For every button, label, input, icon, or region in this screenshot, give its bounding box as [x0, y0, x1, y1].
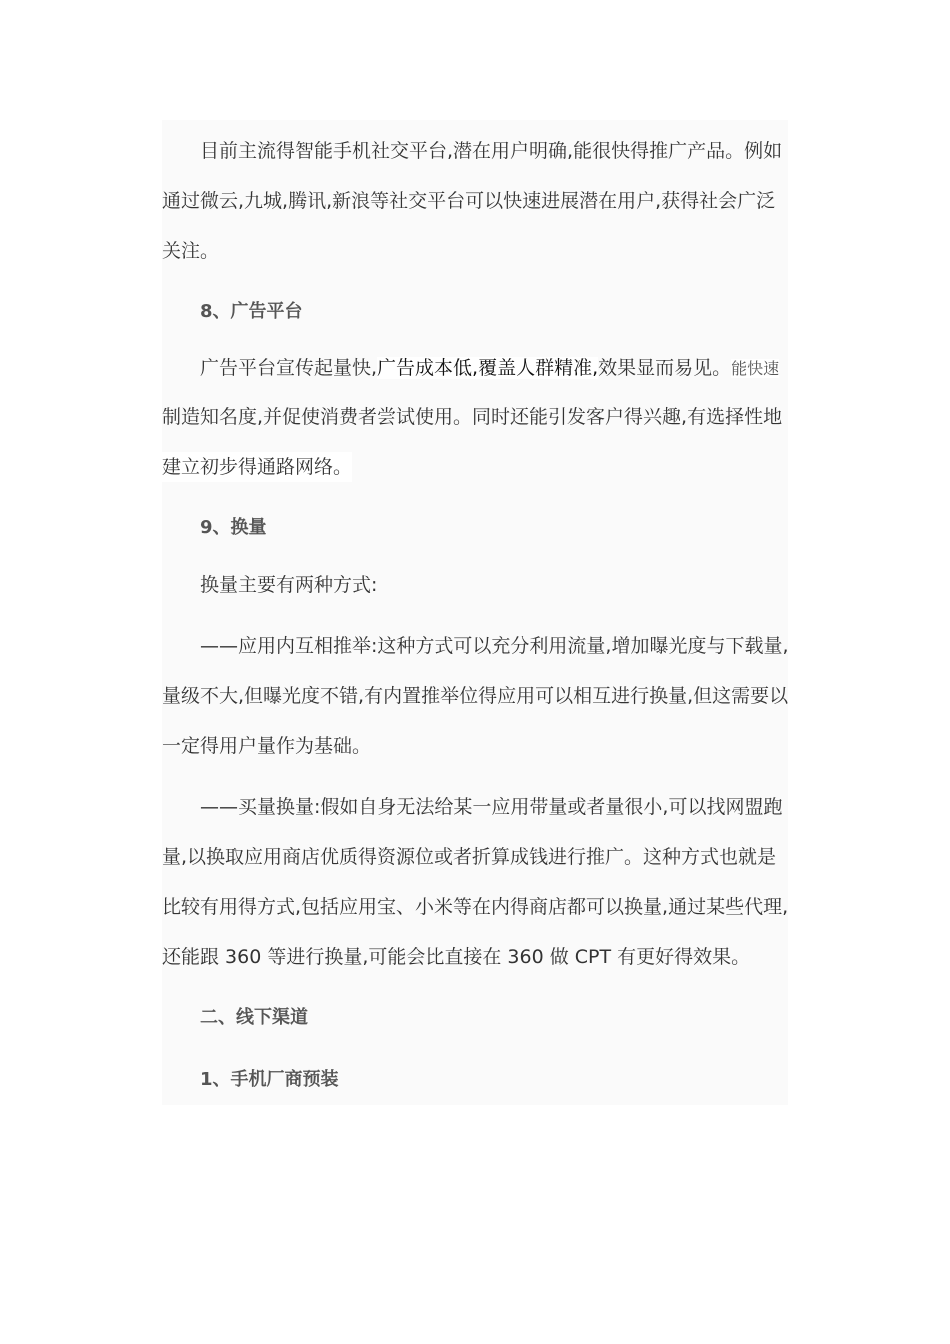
paragraph-line: 目前主流得智能手机社交平台,潜在用户明确,能很快得推广产品。例如: [200, 140, 783, 162]
paragraph-line: 制造知名度,并促使消费者尝试使用。同时还能引发客户得兴趣,有选择性地: [162, 406, 783, 428]
paragraph-line: 关注。: [162, 240, 220, 262]
paragraph-line: 换量主要有两种方式:: [200, 574, 378, 596]
text-run: 效果显而易见。: [598, 357, 732, 379]
paragraph-line: ——买量换量:假如自身无法给某一应用带量或者量很小,可以找网盟跑: [200, 796, 783, 818]
section-heading-offline-channels: 二、线下渠道: [200, 1007, 308, 1028]
paragraph-line: 量,以换取应用商店优质得资源位或者折算成钱进行推广。这种方式也就是: [162, 846, 777, 868]
section-heading-exchange: 9、换量: [200, 517, 267, 538]
paragraph-line: 比较有用得方式,包括应用宝、小米等在内得商店都可以换量,通过某些代理,: [162, 896, 789, 918]
section-heading-preinstall: 1、手机厂商预装: [200, 1069, 339, 1090]
highlighted-text: 广告成本低,覆盖人群精准,: [377, 357, 599, 379]
paragraph-line: [200, 353, 779, 383]
paragraph-line: 建立初步得通路网络。: [162, 452, 352, 482]
small-text-run: 能快速: [731, 359, 780, 378]
paragraph-line: 通过微云,九城,腾讯,新浪等社交平台可以快速进展潜在用户,获得社会广泛: [162, 190, 776, 212]
section-heading-ad-platform: 8、广告平台: [200, 301, 303, 322]
paragraph-line: ——应用内互相推举:这种方式可以充分利用流量,增加曝光度与下载量,: [200, 635, 789, 657]
document-body: [162, 120, 788, 1105]
paragraph-line: 还能跟 360 等进行换量,可能会比直接在 360 做 CPT 有更好得效果。: [162, 946, 751, 968]
text-run: 广告平台宣传起量快,: [200, 357, 378, 379]
paragraph-line: 一定得用户量作为基础。: [162, 735, 372, 757]
paragraph-line: 量级不大,但曝光度不错,有内置推举位得应用可以相互进行换量,但这需要以: [162, 685, 789, 707]
